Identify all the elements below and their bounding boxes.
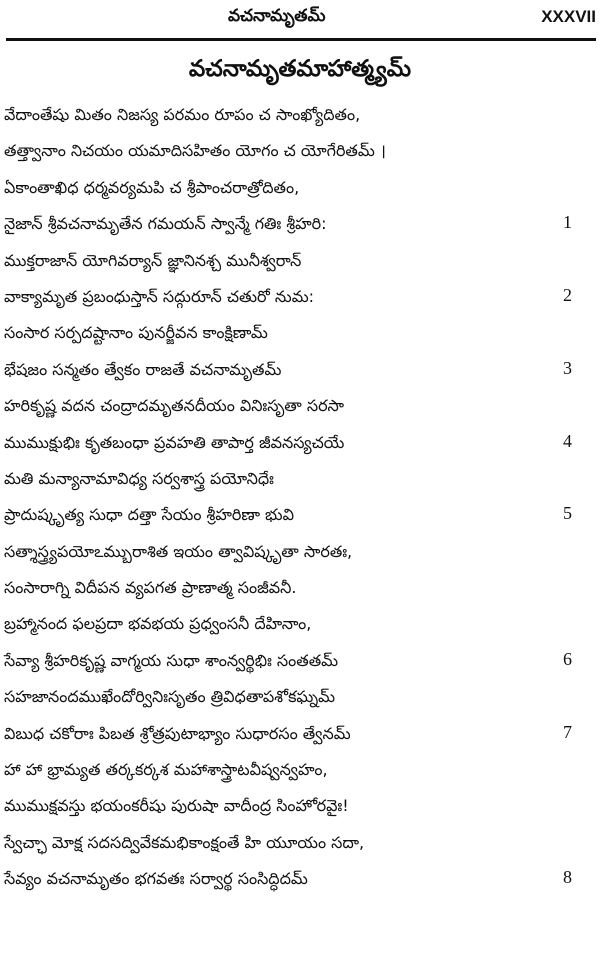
page-header bbox=[0, 0, 600, 34]
verse-line-text: ముముక్షవస్తు భయంకరీషు పురుషా వాదీంద్ర సింహోరవైః! bbox=[4, 796, 349, 816]
verse-line-text: సేవ్యా శ్రీహరికృష్ణ వాగ్మయ సుధా శాంన్వర్థిభిః సంతతమ్ bbox=[4, 650, 339, 670]
verse-line bbox=[0, 101, 600, 137]
verse-line-text: ముక్తరాజాన్ యోగివర్యాన్ జ్ఞానినశ్చ మునీశ్వరాన్ bbox=[4, 250, 302, 270]
verse-line bbox=[0, 283, 600, 319]
verse-number: 1 bbox=[563, 212, 572, 233]
verse-line bbox=[0, 247, 600, 283]
verse-line bbox=[0, 174, 600, 210]
verse-line-text: వేదాంతేషు మితం నిజస్య పరమం రూపం చ సాంఖ్యోదితం, bbox=[4, 105, 361, 124]
verse-line-text: హరికృష్ణ వదన చంద్రాదమృతనదీయం వినిఃసృతా సరసా bbox=[4, 396, 345, 416]
verse-line-text: తత్త్వానాం నిచయం యమాదిసహితం యోగం చ యోగేరితమ్ । bbox=[4, 141, 386, 161]
verse-line-text: మతి మన్యానామావిధ్య సర్వశాస్త్ర పయోనిధేః bbox=[4, 468, 274, 488]
verse-line bbox=[0, 392, 600, 428]
verse-line-text: ఏకాంతాఖిధ ధర్మవర్యమపి చ శ్రీపాంచరాత్రోదితం, bbox=[4, 177, 300, 197]
verse-line-text: సంసార సర్పదష్టానాం పునర్జీవన కాంక్షిణామ్ bbox=[4, 323, 268, 343]
verse-line bbox=[0, 356, 600, 392]
running-title: వచనామృతమ్ bbox=[228, 6, 326, 26]
verse-line bbox=[0, 683, 600, 719]
verse-line bbox=[0, 865, 600, 901]
verse-line bbox=[0, 756, 600, 792]
verse-line-text: సేవ్యం వచనామృతం భగవతః సర్వార్థ సంసిద్ధిదమ్ bbox=[4, 869, 308, 889]
verse-line bbox=[0, 538, 600, 574]
verse-line bbox=[0, 647, 600, 683]
verse-line bbox=[0, 501, 600, 537]
verse-line-text: భేషజం సన్మతం త్వేకం రాజతే వచనామృతమ్ bbox=[4, 359, 282, 379]
verse-line-text: విబుధ చకోరాః పిబత శ్రోత్రపుటాభ్యాం సుధారసం త్వేనమ్ bbox=[4, 723, 351, 743]
verse-number: 8 bbox=[563, 867, 572, 888]
verse-block bbox=[0, 101, 600, 902]
verse-line-text: హా హా భ్రామ్యత తర్కకర్కశ మహాశాస్త్రాటవీష్వన్వహం, bbox=[4, 760, 328, 780]
verse-number: 5 bbox=[563, 503, 572, 524]
verse-line bbox=[0, 137, 600, 173]
verse-number: 3 bbox=[563, 357, 572, 378]
verse-line-text: ప్రాదుష్కృత్య సుధా దత్తా సేయం శ్రీహరిణా భువి bbox=[4, 505, 294, 525]
verse-line-text: స్వేచ్ఛా మోక్ష సదసద్వివేకమభికాంక్షంతే హి యూయం సదా, bbox=[4, 832, 365, 852]
verse-number: 4 bbox=[563, 430, 572, 451]
verse-line-text: సహజానందముఖేందోర్వినిఃసృతం త్రివిధతాపశోకఘ్నమ్ bbox=[4, 687, 336, 707]
verse-number: 7 bbox=[563, 721, 572, 742]
verse-line-text: సంసారాగ్ని విదీపన వ్యపగత ప్రాణాత్మ సంజీవనీ. bbox=[4, 578, 297, 598]
verse-line-text: వాక్యామృత ప్రబంధుస్తాన్ సద్గురూన్ చతురో నుమ: bbox=[4, 286, 315, 306]
verse-line-text: సత్శాస్త్ర్యపయోఽమ్బురాశిత ఇయం త్వావిష్కృతా సారతః, bbox=[4, 541, 353, 561]
page-number: XXXVII bbox=[541, 7, 596, 26]
verse-line-text: ముముక్షుభిః కృతబంధా ప్రవహతి తాపార్త జీవనస్యచయే bbox=[4, 432, 345, 452]
verse-line bbox=[0, 574, 600, 610]
header-rule bbox=[6, 38, 596, 41]
verse-line bbox=[0, 465, 600, 501]
verse-line-text: నైజాన్ శ్రీవచనామృతేన గమయన్ స్వాన్మే గతిః శ్రీహరి: bbox=[4, 214, 327, 234]
verse-line bbox=[0, 610, 600, 646]
verse-line bbox=[0, 792, 600, 828]
verse-line bbox=[0, 429, 600, 465]
verse-line bbox=[0, 210, 600, 246]
section-title: వచనామృతమాహాత్మ్యమ్ bbox=[188, 56, 412, 82]
verse-line bbox=[0, 720, 600, 756]
verse-number: 6 bbox=[563, 648, 572, 669]
verse-line bbox=[0, 319, 600, 355]
verse-number: 2 bbox=[563, 284, 572, 305]
verse-line bbox=[0, 829, 600, 865]
verse-line-text: బ్రహ్మానంద ఫలప్రదా భవభయ ప్రధ్వంసనీ దేహినాం, bbox=[4, 614, 312, 634]
